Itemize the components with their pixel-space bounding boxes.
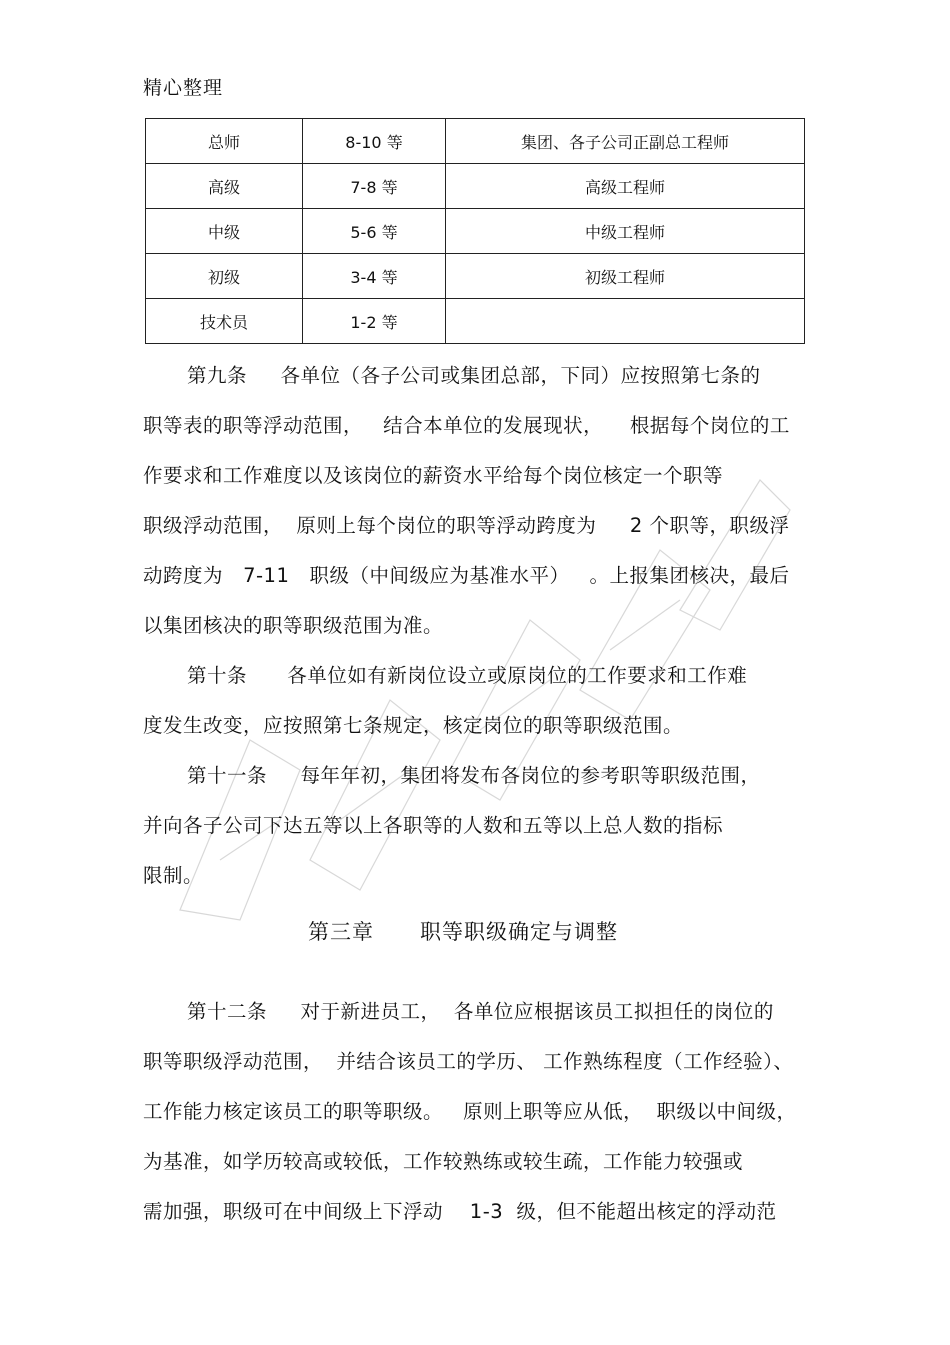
article-11-line: 限制。 <box>143 864 204 887</box>
article-12-line: 第十二条 对于新进员工， 各单位应根据该员工拟担任的岗位的 <box>187 1000 774 1023</box>
table-cell: 总师 <box>146 119 303 164</box>
chapter-title: 第三章 职等职级确定与调整 <box>308 920 619 944</box>
header-note: 精心整理 <box>143 77 224 99</box>
article-10-line: 第十条 各单位如有新岗位设立或原岗位的工作要求和工作难 <box>187 664 748 687</box>
article-11-line: 第十一条 每年年初，集团将发布各岗位的参考职等职级范围， <box>187 764 761 787</box>
table-cell: 8-10 等 <box>303 119 446 164</box>
grade-table <box>145 118 805 344</box>
table-cell: 中级工程师 <box>446 209 805 254</box>
table-cell: 7-8 等 <box>303 164 446 209</box>
article-11-line: 并向各子公司下达五等以上各职等的人数和五等以上总人数的指标 <box>143 814 724 837</box>
table-row <box>146 254 805 299</box>
table-cell: 高级工程师 <box>446 164 805 209</box>
table-row <box>146 164 805 209</box>
article-9-line: 职级浮动范围， 原则上每个岗位的职等浮动跨度为 2 个职等，职级浮 <box>143 514 790 537</box>
table-row <box>146 119 805 164</box>
article-9-line: 第九条 各单位（各子公司或集团总部，下同）应按照第七条的 <box>187 364 761 387</box>
table-cell: 技术员 <box>146 299 303 344</box>
article-9-line: 职等表的职等浮动范围， 结合本单位的发展现状， 根据每个岗位的工 <box>143 414 790 437</box>
article-10-line: 度发生改变，应按照第七条规定，核定岗位的职等职级范围。 <box>143 714 684 737</box>
article-12-line: 职等职级浮动范围， 并结合该员工的学历、 工作熟练程度（工作经验）、 <box>143 1050 794 1073</box>
table-cell <box>446 299 805 344</box>
table-cell: 初级 <box>146 254 303 299</box>
article-9-line: 动跨度为 7-11 职级（中间级应为基准水平） 。上报集团核决，最后 <box>143 564 790 587</box>
article-12-line: 工作能力核定该员工的职等职级。 原则上职等应从低， 职级以中间级， <box>143 1100 797 1123</box>
table-cell: 中级 <box>146 209 303 254</box>
table-cell: 集团、各子公司正副总工程师 <box>446 119 805 164</box>
table-row <box>146 299 805 344</box>
article-12-line: 需加强，职级可在中间级上下浮动 1-3 级，但不能超出核定的浮动范 <box>143 1200 777 1223</box>
article-9-line: 作要求和工作难度以及该岗位的薪资水平给每个岗位核定一个职等 <box>143 464 724 487</box>
article-9-line: 以集团核决的职等职级范围为准。 <box>143 614 444 637</box>
table-row <box>146 209 805 254</box>
table-cell: 初级工程师 <box>446 254 805 299</box>
table-cell: 高级 <box>146 164 303 209</box>
table-cell: 5-6 等 <box>303 209 446 254</box>
table-cell: 1-2 等 <box>303 299 446 344</box>
table-cell: 3-4 等 <box>303 254 446 299</box>
article-12-line: 为基准，如学历较高或较低，工作较熟练或较生疏，工作能力较强或 <box>143 1150 744 1173</box>
